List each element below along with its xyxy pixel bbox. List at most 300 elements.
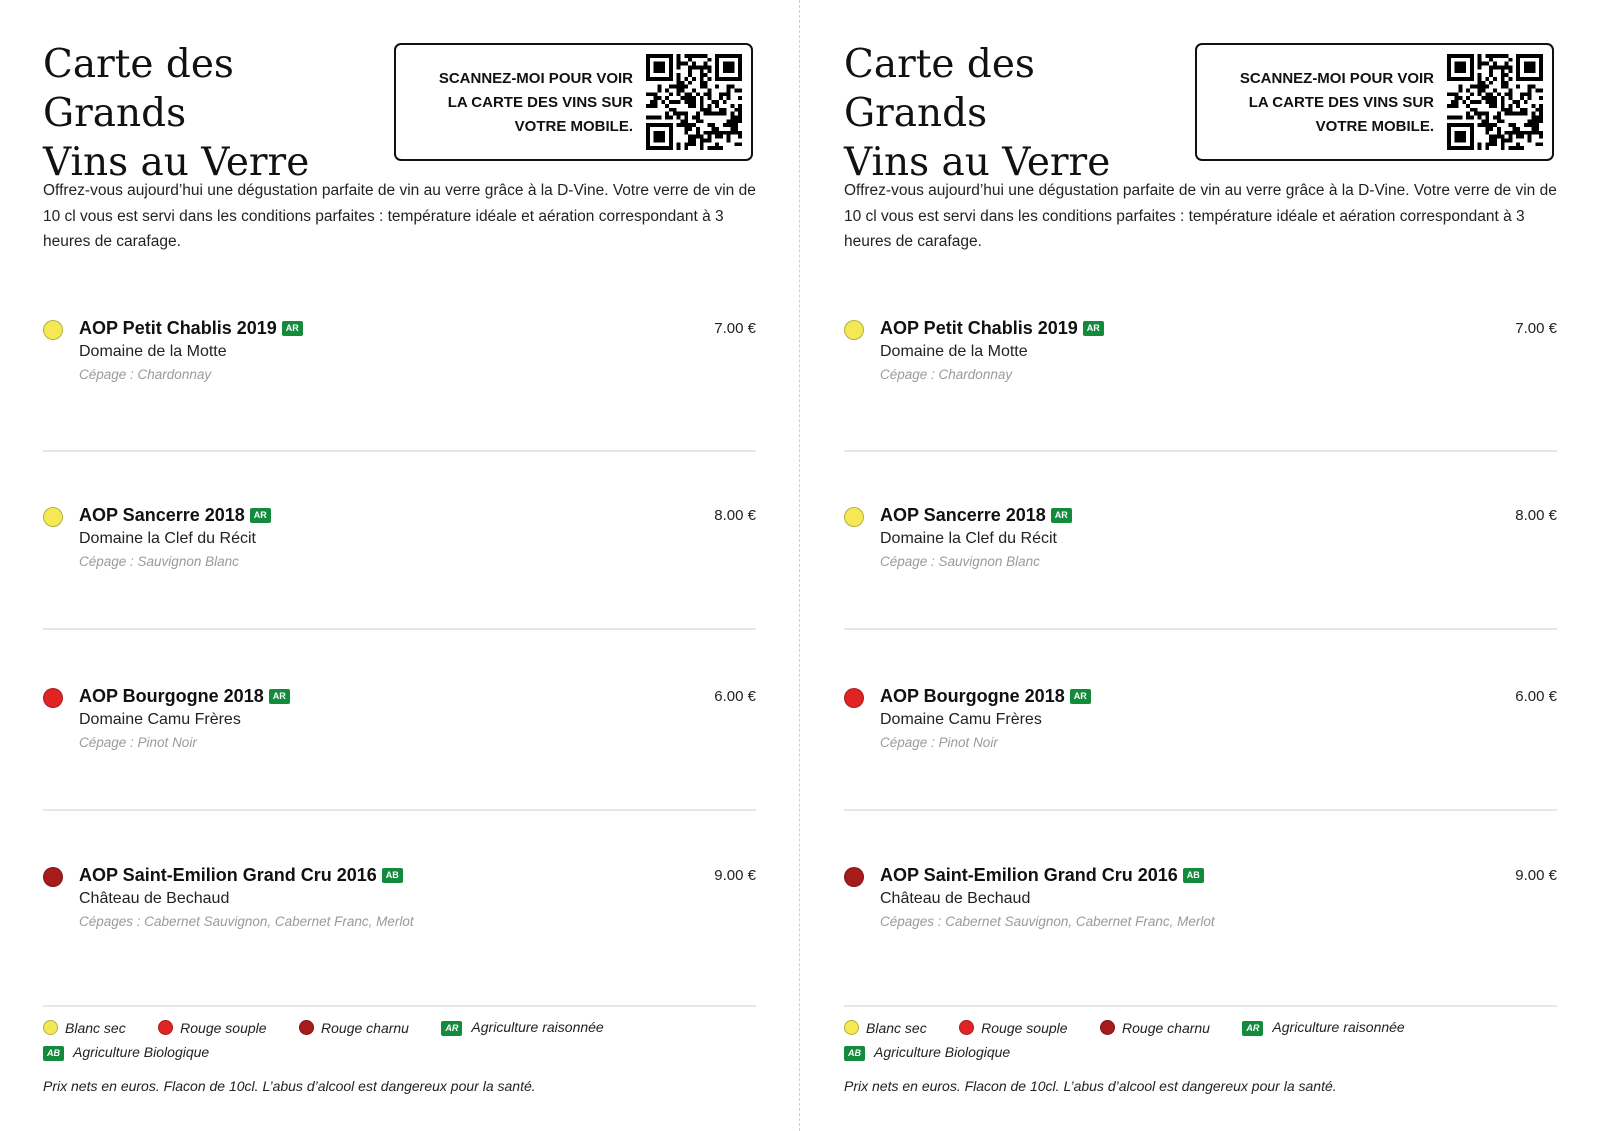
qr-module <box>1516 104 1520 108</box>
qr-module <box>1505 92 1509 96</box>
qr-module <box>677 54 681 58</box>
qr-module <box>688 142 692 146</box>
qr-module <box>700 138 704 142</box>
qr-module <box>1459 138 1463 142</box>
qr-module <box>681 89 685 93</box>
qr-module <box>669 92 673 96</box>
qr-module <box>650 54 654 58</box>
qr-module <box>1516 146 1520 150</box>
qr-module <box>661 131 665 135</box>
legend-label: Agriculture raisonnée <box>471 1019 604 1036</box>
legend <box>844 1019 1557 1069</box>
qr-caption-line-3: VOTRE MOBILE. <box>514 118 633 135</box>
qr-module <box>669 115 673 119</box>
qr-module <box>1451 54 1455 58</box>
qr-module <box>1531 112 1535 116</box>
qr-module <box>1489 81 1493 85</box>
qr-module <box>646 131 650 135</box>
qr-module <box>1485 62 1489 66</box>
qr-module <box>684 115 688 119</box>
qr-module <box>658 123 662 127</box>
menu-title <box>844 40 1184 187</box>
qr-module <box>700 135 704 139</box>
qr-module <box>727 119 731 123</box>
qr-module <box>646 123 650 127</box>
qr-module <box>1501 81 1505 85</box>
qr-module <box>700 54 704 58</box>
qr-module <box>1531 127 1535 131</box>
qr-module <box>1516 73 1520 77</box>
qr-module <box>1497 131 1501 135</box>
qr-module <box>1531 115 1535 119</box>
qr-module <box>1508 58 1512 62</box>
qr-module <box>1493 89 1497 93</box>
qr-module <box>700 73 704 77</box>
qr-module <box>1493 77 1497 81</box>
qr-module <box>723 54 727 58</box>
qr-module <box>1528 85 1532 89</box>
qr-module <box>1459 62 1463 66</box>
qr-module <box>1455 77 1459 81</box>
page-divider <box>799 0 800 1131</box>
separator <box>43 450 756 452</box>
qr-module <box>723 100 727 104</box>
qr-module <box>1482 81 1486 85</box>
qr-module <box>681 123 685 127</box>
qr-module <box>1501 96 1505 100</box>
qr-module <box>1493 135 1497 139</box>
qr-module <box>1535 142 1539 146</box>
qr-module <box>681 81 685 85</box>
wine-title <box>880 865 1204 886</box>
wine-price: 6.00 € <box>1515 688 1557 705</box>
qr-module <box>1516 135 1520 139</box>
qr-module <box>650 104 654 108</box>
legend-label: Agriculture raisonnée <box>1272 1019 1405 1036</box>
qr-module <box>677 62 681 66</box>
qr-module <box>1470 62 1474 66</box>
qr-module <box>1478 58 1482 62</box>
qr-module <box>1489 123 1493 127</box>
qr-module <box>1505 62 1509 66</box>
qr-module <box>1485 123 1489 127</box>
title-line-2: Vins au Verre <box>844 140 1111 185</box>
qr-module <box>1528 77 1532 81</box>
qr-module <box>734 89 738 93</box>
qr-module <box>688 54 692 58</box>
qr-module <box>696 127 700 131</box>
legend-row <box>43 1044 756 1069</box>
wine-title <box>79 686 290 707</box>
qr-module <box>688 58 692 62</box>
wine-badge: AR <box>1083 321 1104 336</box>
qr-module <box>1505 66 1509 70</box>
wine-color-dot <box>844 867 864 887</box>
qr-module <box>669 135 673 139</box>
qr-module <box>658 62 662 66</box>
qr-module <box>658 131 662 135</box>
qr-module <box>1505 73 1509 77</box>
qr-module <box>1516 58 1520 62</box>
qr-module <box>719 112 723 116</box>
qr-module <box>1505 85 1509 89</box>
qr-module <box>1447 142 1451 146</box>
qr-code-icon[interactable] <box>646 54 742 150</box>
qr-module <box>700 81 704 85</box>
qr-module <box>1520 146 1524 150</box>
qr-module <box>677 85 681 89</box>
qr-module <box>673 85 677 89</box>
qr-module <box>665 96 669 100</box>
separator <box>43 628 756 630</box>
wine-title <box>79 505 271 526</box>
qr-module <box>646 92 650 96</box>
qr-module <box>681 112 685 116</box>
qr-module <box>1447 146 1451 150</box>
qr-module <box>669 142 673 146</box>
legend-ab <box>844 1044 1010 1061</box>
qr-module <box>707 112 711 116</box>
qr-module <box>711 112 715 116</box>
qr-module <box>1531 77 1535 81</box>
qr-module <box>734 123 738 127</box>
qr-module <box>1535 77 1539 81</box>
intro-text: Offrez-vous aujourd’hui une dégustation parfaite de vin au verre grâce à la D-Vine. Votre verre de vin de 10 cl vous est servi dans les conditions parfaites : température idéale et aération correspondant à 3 heures de carafage. <box>43 182 756 250</box>
wine-domain: Domaine la Clef du Récit <box>880 530 1057 547</box>
qr-module <box>1470 73 1474 77</box>
wine-name: AOP Bourgogne 2018 <box>880 686 1065 706</box>
qr-box[interactable] <box>1195 43 1554 161</box>
qr-module <box>1474 108 1478 112</box>
qr-module <box>654 96 658 100</box>
qr-module <box>688 135 692 139</box>
qr-module <box>1497 112 1501 116</box>
qr-module <box>1539 62 1543 66</box>
separator <box>844 1005 1557 1007</box>
wine-title <box>880 318 1104 339</box>
qr-module <box>723 112 727 116</box>
qr-module <box>684 123 688 127</box>
wine-title <box>79 865 403 886</box>
qr-module <box>723 92 727 96</box>
qr-module <box>1466 115 1470 119</box>
qr-module <box>1531 123 1535 127</box>
qr-module <box>1516 100 1520 104</box>
qr-module <box>719 146 723 150</box>
qr-module <box>1524 62 1528 66</box>
qr-module <box>1528 89 1532 93</box>
qr-module <box>1447 66 1451 70</box>
qr-module <box>1508 69 1512 73</box>
wine-item <box>844 865 1557 955</box>
qr-module <box>673 112 677 116</box>
qr-module <box>727 85 731 89</box>
qr-module <box>1470 77 1474 81</box>
wine-badge: AR <box>282 321 303 336</box>
qr-module <box>1447 92 1451 96</box>
wine-name: AOP Saint-Emilion Grand Cru 2016 <box>880 865 1178 885</box>
qr-module <box>1539 142 1543 146</box>
qr-module <box>1482 62 1486 66</box>
qr-module <box>1462 138 1466 142</box>
qr-module <box>1501 54 1505 58</box>
qr-caption-line-3: VOTRE MOBILE. <box>1315 118 1434 135</box>
qr-module <box>688 96 692 100</box>
qr-module <box>1535 89 1539 93</box>
qr-module <box>1531 54 1535 58</box>
qr-module <box>692 100 696 104</box>
qr-module <box>661 138 665 142</box>
qr-module <box>1516 69 1520 73</box>
qr-module <box>654 69 658 73</box>
qr-module <box>719 92 723 96</box>
legend-rouge-souple <box>158 1020 266 1036</box>
qr-module <box>669 58 673 62</box>
qr-module <box>684 100 688 104</box>
qr-module <box>692 89 696 93</box>
qr-module <box>1459 135 1463 139</box>
qr-module <box>727 89 731 93</box>
qr-module <box>707 66 711 70</box>
qr-module <box>730 104 734 108</box>
footnote: Prix nets en euros. Flacon de 10cl. L’abus d’alcool est dangereux pour la santé. <box>844 1078 1337 1094</box>
qr-module <box>1524 112 1528 116</box>
legend-dot-icon <box>299 1020 314 1035</box>
qr-module <box>1466 146 1470 150</box>
qr-module <box>723 108 727 112</box>
qr-module <box>738 135 742 139</box>
qr-module <box>1455 104 1459 108</box>
qr-module <box>715 146 719 150</box>
qr-module <box>673 100 677 104</box>
qr-module <box>1451 123 1455 127</box>
qr-module <box>700 108 704 112</box>
qr-module <box>1474 100 1478 104</box>
qr-module <box>1478 92 1482 96</box>
qr-module <box>681 62 685 66</box>
qr-module <box>1512 112 1516 116</box>
qr-module <box>1524 123 1528 127</box>
qr-module <box>1459 123 1463 127</box>
qr-module <box>738 77 742 81</box>
qr-module <box>688 123 692 127</box>
qr-module <box>669 66 673 70</box>
qr-box[interactable] <box>394 43 753 161</box>
qr-module <box>1462 131 1466 135</box>
qr-module <box>738 73 742 77</box>
qr-module <box>650 77 654 81</box>
wine-color-dot <box>43 688 63 708</box>
qr-module <box>1459 66 1463 70</box>
qr-module <box>727 62 731 66</box>
qr-module <box>1508 66 1512 70</box>
qr-module <box>658 89 662 93</box>
wine-domain: Château de Bechaud <box>880 890 1031 907</box>
qr-module <box>704 81 708 85</box>
qr-module <box>704 85 708 89</box>
qr-module <box>730 127 734 131</box>
qr-module <box>692 138 696 142</box>
qr-module <box>1447 69 1451 73</box>
qr-module <box>704 108 708 112</box>
qr-module <box>1493 54 1497 58</box>
qr-module <box>1482 85 1486 89</box>
qr-module <box>1459 77 1463 81</box>
wine-item <box>43 505 756 595</box>
qr-module <box>704 92 708 96</box>
wine-title <box>79 318 303 339</box>
qr-module <box>1497 92 1501 96</box>
qr-module <box>1505 131 1509 135</box>
qr-module <box>1470 138 1474 142</box>
qr-module <box>700 100 704 104</box>
qr-module <box>727 135 731 139</box>
qr-module <box>738 54 742 58</box>
qr-module <box>1508 104 1512 108</box>
qr-module <box>1485 142 1489 146</box>
qr-module <box>688 92 692 96</box>
qr-module <box>677 58 681 62</box>
legend-label: Blanc sec <box>65 1019 126 1036</box>
qr-module <box>730 54 734 58</box>
wine-price: 9.00 € <box>1515 867 1557 884</box>
qr-module <box>734 54 738 58</box>
qr-module <box>1485 85 1489 89</box>
qr-module <box>677 77 681 81</box>
qr-module <box>1478 146 1482 150</box>
qr-module <box>1470 85 1474 89</box>
qr-module <box>1497 66 1501 70</box>
qr-module <box>1535 54 1539 58</box>
wine-cepage: Cépage : Chardonnay <box>880 367 1013 382</box>
qr-module <box>646 62 650 66</box>
qr-module <box>1539 66 1543 70</box>
qr-module <box>1531 62 1535 66</box>
qr-module <box>661 77 665 81</box>
legend-rouge-charnu <box>299 1020 409 1036</box>
qr-module <box>1470 115 1474 119</box>
qr-code-icon[interactable] <box>1447 54 1543 150</box>
qr-module <box>1459 115 1463 119</box>
qr-module <box>1451 115 1455 119</box>
separator <box>844 809 1557 811</box>
qr-module <box>692 54 696 58</box>
qr-module <box>1447 123 1451 127</box>
qr-module <box>1470 142 1474 146</box>
wine-domain: Château de Bechaud <box>79 890 230 907</box>
wine-price: 9.00 € <box>714 867 756 884</box>
qr-module <box>1447 77 1451 81</box>
wine-item <box>43 865 756 955</box>
qr-module <box>1535 127 1539 131</box>
qr-module <box>1524 108 1528 112</box>
legend-ar <box>1242 1019 1404 1036</box>
qr-module <box>723 62 727 66</box>
qr-module <box>1505 81 1509 85</box>
qr-module <box>654 100 658 104</box>
qr-module <box>730 119 734 123</box>
wine-domain: Domaine de la Motte <box>880 343 1028 360</box>
qr-module <box>738 69 742 73</box>
qr-module <box>665 77 669 81</box>
qr-module <box>1493 66 1497 70</box>
wine-item <box>43 318 756 408</box>
qr-module <box>707 77 711 81</box>
qr-module <box>646 69 650 73</box>
qr-module <box>1447 62 1451 66</box>
qr-module <box>700 85 704 89</box>
legend-badge-ar: AR <box>1242 1021 1263 1036</box>
qr-module <box>677 115 681 119</box>
qr-module <box>1497 115 1501 119</box>
qr-module <box>654 131 658 135</box>
qr-module <box>715 66 719 70</box>
qr-module <box>669 146 673 150</box>
qr-module <box>688 69 692 73</box>
qr-module <box>1447 73 1451 77</box>
qr-module <box>707 123 711 127</box>
qr-module <box>715 69 719 73</box>
wine-color-dot <box>844 688 864 708</box>
qr-module <box>1516 77 1520 81</box>
qr-module <box>669 108 673 112</box>
qr-module <box>1485 115 1489 119</box>
qr-module <box>696 66 700 70</box>
qr-module <box>1539 89 1543 93</box>
qr-module <box>669 127 673 131</box>
qr-module <box>1489 135 1493 139</box>
qr-module <box>1497 119 1501 123</box>
qr-module <box>1459 89 1463 93</box>
qr-module <box>661 69 665 73</box>
qr-module <box>1539 104 1543 108</box>
qr-module <box>1493 142 1497 146</box>
legend <box>43 1019 756 1069</box>
qr-module <box>1501 104 1505 108</box>
qr-module <box>1508 138 1512 142</box>
qr-module <box>654 54 658 58</box>
qr-module <box>1470 100 1474 104</box>
qr-module <box>1455 100 1459 104</box>
qr-module <box>700 104 704 108</box>
legend-badge-ar: AR <box>441 1021 462 1036</box>
qr-module <box>684 131 688 135</box>
qr-module <box>646 146 650 150</box>
qr-module <box>734 127 738 131</box>
qr-module <box>1447 138 1451 142</box>
qr-module <box>1505 112 1509 116</box>
qr-module <box>1528 123 1532 127</box>
qr-module <box>646 138 650 142</box>
qr-module <box>711 123 715 127</box>
legend-row <box>844 1019 1557 1044</box>
qr-module <box>1508 123 1512 127</box>
qr-module <box>696 119 700 123</box>
qr-module <box>1539 135 1543 139</box>
qr-module <box>661 135 665 139</box>
qr-module <box>730 85 734 89</box>
qr-module <box>738 89 742 93</box>
qr-module <box>658 96 662 100</box>
qr-module <box>1501 85 1505 89</box>
qr-module <box>1493 62 1497 66</box>
qr-module <box>1501 73 1505 77</box>
qr-module <box>1470 54 1474 58</box>
separator <box>844 628 1557 630</box>
qr-module <box>1447 135 1451 139</box>
qr-module <box>1451 104 1455 108</box>
qr-module <box>684 112 688 116</box>
